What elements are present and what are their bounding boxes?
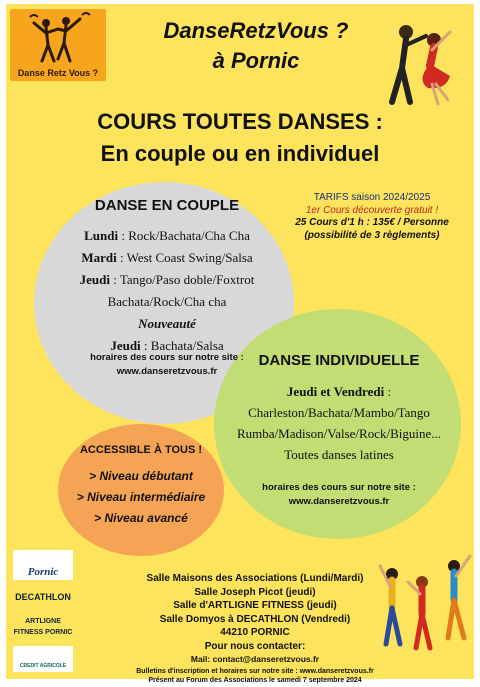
schedule-day: Jeudi bbox=[110, 338, 141, 353]
site-link[interactable]: www.danseretzvous.fr bbox=[116, 366, 218, 377]
couple-title: DANSE EN COUPLE bbox=[94, 197, 240, 214]
address-line: Salle d'ARTLIGNE FITNESS (jeudi) bbox=[173, 600, 337, 611]
headline bbox=[6, 106, 474, 170]
brand-title bbox=[126, 16, 386, 76]
artligne-logo: ARTLIGNE FITNESS PORNIC bbox=[13, 614, 73, 640]
couple-schedule bbox=[56, 225, 278, 357]
forum-note: Présent au Forum des Associations le samedi 7 septembre 2024 bbox=[148, 677, 362, 684]
schedule-row bbox=[56, 225, 278, 247]
headline-line-2: En couple ou en individuel bbox=[100, 141, 380, 166]
schedule-day: Jeudi bbox=[79, 272, 110, 287]
individual-days-row bbox=[228, 381, 450, 402]
club-logo bbox=[10, 9, 106, 81]
site-link[interactable]: www.danseretzvous.fr bbox=[288, 496, 390, 507]
individual-schedule bbox=[228, 381, 450, 465]
credit-agricole-logo: CREDIT AGRICOLE bbox=[13, 646, 73, 672]
logo-text: Danse Retz Vous ? bbox=[17, 68, 99, 78]
schedule-extra: Bachata/Rock/Cha cha bbox=[107, 294, 227, 309]
individual-site-note bbox=[228, 481, 450, 509]
tarifs-free-trial: 1er Cours découverte gratuit ! bbox=[305, 204, 439, 216]
schedule-day: Mardi bbox=[81, 250, 117, 265]
contact-heading: Pour nous contacter: bbox=[204, 640, 306, 652]
individual-dances-2: Rumba/Madison/Valse/Rock/Biguine... bbox=[236, 426, 441, 441]
access-block bbox=[58, 444, 224, 529]
schedule-row bbox=[56, 247, 278, 269]
dancing-couple-logo-icon bbox=[10, 9, 106, 69]
address-line: 44210 PORNIC bbox=[220, 627, 290, 638]
schedule-dances: : West Coast Swing/Salsa bbox=[116, 250, 253, 265]
address-line: Salle Maisons des Associations (Lundi/Mardi) bbox=[146, 573, 364, 584]
schedule-dances: : Bachata/Salsa bbox=[140, 338, 224, 353]
bulletin-note: Bulletins d'inscription et horaires sur notre site : www.danseretzvous.fr bbox=[136, 667, 374, 675]
site-note-text: horaires des cours sur notre site : bbox=[262, 482, 416, 493]
tarifs-title: TARIFS saison 2024/2025 bbox=[313, 192, 431, 203]
schedule-dances: : Tango/Paso doble/Foxtrot bbox=[109, 272, 255, 287]
sponsor-logos bbox=[6, 550, 80, 678]
schedule-dances: : Rock/Bachata/Cha Cha bbox=[118, 228, 250, 243]
address-line: Salle Domyos à DECATHLON (Vendredi) bbox=[159, 613, 351, 625]
addresses-block bbox=[90, 572, 420, 686]
address-line: Salle Joseph Picot (jeudi) bbox=[194, 586, 316, 598]
level-item: > Niveau intermédiaire bbox=[76, 490, 206, 504]
individual-days: Jeudi et Vendredi bbox=[286, 384, 385, 399]
individual-title: DANSE INDIVIDUELLE bbox=[258, 352, 420, 369]
days-suffix: : bbox=[384, 384, 392, 399]
tarifs-payment: (possibilité de 3 règlements) bbox=[304, 229, 440, 241]
disco-dancers-illustration-icon bbox=[378, 552, 474, 652]
level-item: > Niveau débutant bbox=[89, 469, 193, 483]
tarifs-price: 25 Cours d'1 h : 135€ / Personne bbox=[295, 217, 449, 228]
schedule-row bbox=[56, 269, 278, 291]
access-title: ACCESSIBLE À TOUS ! bbox=[79, 444, 203, 456]
brand-location: à Pornic bbox=[212, 48, 300, 73]
pornic-logo: Pornic bbox=[13, 550, 73, 580]
schedule-day: Lundi bbox=[84, 228, 119, 243]
brand-name: DanseRetzVous ? bbox=[163, 18, 349, 43]
site-note-text: horaires des cours sur notre site : bbox=[90, 352, 244, 363]
headline-line-1: COURS TOUTES DANSES : bbox=[97, 109, 383, 134]
individual-dances-1: Charleston/Bachata/Mambo/Tango bbox=[248, 405, 430, 420]
new-label: Nouveauté bbox=[138, 316, 196, 331]
tarifs-block bbox=[280, 192, 464, 242]
salsa-couple-illustration-icon bbox=[376, 18, 464, 108]
contact-email[interactable]: Mail: contact@danseretzvous.fr bbox=[190, 654, 320, 664]
decathlon-logo: DECATHLON bbox=[13, 586, 73, 608]
flyer bbox=[6, 4, 474, 684]
individual-dances-3: Toutes danses latines bbox=[284, 447, 394, 462]
level-item: > Niveau avancé bbox=[94, 511, 188, 525]
